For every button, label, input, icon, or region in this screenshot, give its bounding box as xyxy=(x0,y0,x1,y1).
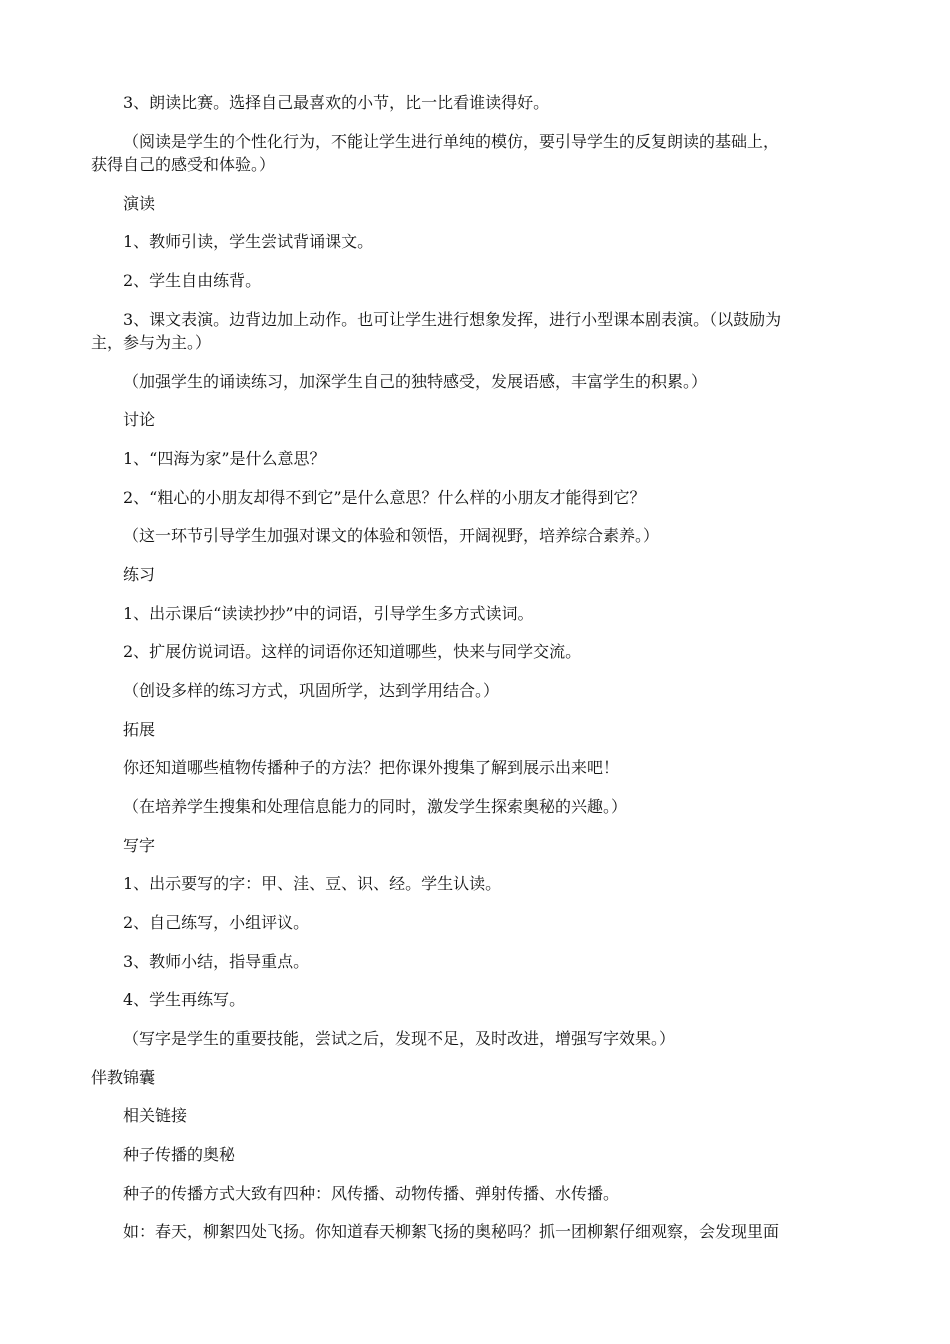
section-heading: 演读 xyxy=(123,194,156,213)
paragraph-line: 如：春天，柳絮四处飞扬。你知道春天柳絮飞扬的奥秘吗？抓一团柳絮仔细观察，会发现里面 xyxy=(123,1222,780,1241)
paragraph-line: 种子的传播方式大致有四种：风传播、动物传播、弹射传播、水传播。 xyxy=(123,1184,620,1203)
paragraph-line: 2、自己练写，小组评议。 xyxy=(123,913,310,932)
paragraph-line: （这一环节引导学生加强对课文的体验和领悟，开阔视野，培养综合素养。） xyxy=(123,526,660,545)
section-heading: 伴教锦囊 xyxy=(91,1068,156,1087)
paragraph-line: （加强学生的诵读练习，加深学生自己的独特感受，发展语感，丰富学生的积累。） xyxy=(123,372,708,391)
paragraph-line: 1、“四海为家”是什么意思？ xyxy=(123,449,326,468)
paragraph-line: 1、出示要写的字：甲、洼、豆、识、经。学生认读。 xyxy=(123,874,502,893)
paragraph-line: 你还知道哪些植物传播种子的方法？把你课外搜集了解到展示出来吧！ xyxy=(123,758,620,777)
paragraph-line: （写字是学生的重要技能，尝试之后，发现不足，及时改进，增强写字效果。） xyxy=(123,1029,676,1048)
paragraph-line: （阅读是学生的个性化行为，不能让学生进行单纯的模仿，要引导学生的反复朗读的基础上， xyxy=(123,132,780,151)
section-heading: 讨论 xyxy=(123,410,156,429)
paragraph-line: 3、朗读比赛。选择自己最喜欢的小节，比一比看谁读得好。 xyxy=(123,93,550,112)
section-heading: 相关链接 xyxy=(123,1106,188,1125)
paragraph-line: 2、“粗心的小朋友却得不到它”是什么意思？什么样的小朋友才能得到它？ xyxy=(123,488,646,507)
paragraph-line: 3、课文表演。边背边加上动作。也可让学生进行想象发挥，进行小型课本剧表演。（以鼓励为 xyxy=(123,310,782,329)
section-heading: 写字 xyxy=(123,836,156,855)
paragraph-line: 1、教师引读，学生尝试背诵课文。 xyxy=(123,232,374,251)
paragraph-line: 主，参与为主。） xyxy=(91,333,212,352)
section-heading: 拓展 xyxy=(123,720,156,739)
section-heading: 练习 xyxy=(123,565,156,584)
paragraph-line: 2、学生自由练背。 xyxy=(123,271,262,290)
paragraph-line: 1、出示课后“读读抄抄”中的词语，引导学生多方式读词。 xyxy=(123,604,534,623)
paragraph-line: 3、教师小结，指导重点。 xyxy=(123,952,310,971)
paragraph-line: （在培养学生搜集和处理信息能力的同时，激发学生探索奥秘的兴趣。） xyxy=(123,797,628,816)
paragraph-line: 2、扩展仿说词语。这样的词语你还知道哪些，快来与同学交流。 xyxy=(123,642,582,661)
paragraph-line: 4、学生再练写。 xyxy=(123,990,246,1009)
paragraph-line: 获得自己的感受和体验。） xyxy=(91,155,276,174)
paragraph-line: （创设多样的练习方式，巩固所学，达到学用结合。） xyxy=(123,681,500,700)
section-heading: 种子传播的奥秘 xyxy=(123,1145,236,1164)
